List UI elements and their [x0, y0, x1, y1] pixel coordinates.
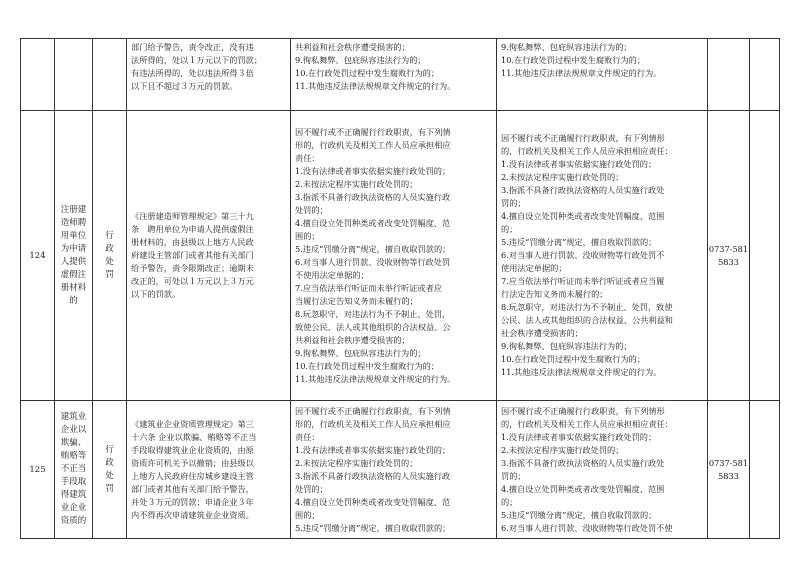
duty-clause-line: 2.未按法定程序实施行政处罚的；	[295, 178, 418, 189]
responsibility-clause-line: 4.擅自设立处罚种类或者改变处罚幅度、范围	[501, 483, 665, 494]
phone-number	[708, 39, 750, 111]
duty-clause-line: 责任：	[295, 152, 320, 163]
legal-basis-line: 有违法所得的，处以违法所得３倍	[131, 68, 254, 78]
responsibility-clause-line: 5.违反“罚缴分离”规定，擅自收取罚款的；	[501, 509, 657, 520]
responsibility-clause-line: 的；	[501, 496, 518, 507]
duty-clause-line: 因不履行或不正确履行行政职责，有下列情	[295, 126, 451, 137]
responsibility-clause-line: 1.没有法律或者事实依据实施行政处罚的；	[501, 159, 657, 169]
legal-basis-line: 条 聘用单位为申请人提供虚假注	[131, 224, 254, 234]
duty-clause-line: 10.在行政处罚过程中发生腐败行为的；	[295, 360, 440, 371]
responsibility-clause-line: 的；	[501, 224, 518, 234]
duty-clause-line: 9.徇私舞弊、包庇纵容违法行为的；	[295, 347, 426, 358]
duty-clause-line: 11.其他违反法律法规规章文件规定的行为。	[295, 373, 456, 384]
duty-clause-line: 5.违反“罚缴分离”规定，擅自收取罚款的；	[295, 522, 451, 533]
legal-basis-line: 以下的罚款。	[131, 289, 181, 299]
responsibility-clause-line: 公民、法人或其他组织的合法权益、公共利益和	[501, 315, 673, 325]
responsibility-clause-line: 2.未按法定程序实施行政处罚的；	[501, 172, 624, 182]
responsibility-clause-line: 罚的；	[501, 470, 526, 481]
responsibility-clause-line: 使用法定单据的；	[501, 263, 567, 273]
row-number	[21, 39, 55, 111]
responsibility-clause-line: 1.没有法律或者事实依据实施行政处罚的；	[501, 431, 657, 442]
responsibility-clause-line: 社会秩序遭受损害的；	[501, 328, 583, 338]
table-row	[21, 39, 780, 111]
duty-clause-line: 9.徇私舞弊、包庇纵容违法行为的；	[295, 55, 426, 65]
row-number: 124	[21, 111, 55, 401]
legal-basis-line: 以下且不超过３万元的罚款。	[131, 81, 238, 91]
legal-basis-line: 内不得再次申请建筑业企业资质。	[131, 509, 254, 520]
duty-clause-line: 处罚的；	[295, 483, 328, 494]
table-row	[21, 401, 780, 539]
power-type	[93, 111, 127, 401]
responsibility-clause-line: 因不履行或不正确履行行政职责，有下列情形	[501, 405, 665, 416]
phone-text: 0737-5815833	[708, 243, 749, 267]
remarks-cell	[750, 111, 780, 401]
duty-clause	[291, 111, 497, 401]
duty-clause-line: 10.在行政处罚过程中发生腐败行为的；	[295, 68, 440, 78]
responsibility-clause-line: 5.违反“罚缴分离”规定，擅自收取罚款的；	[501, 237, 657, 247]
legal-basis-line: 部门或者其他有关部门给予警告，	[131, 483, 254, 494]
responsibility-clause-line: 2.未按法定程序实施行政处罚的；	[501, 444, 624, 455]
responsibility-clause-line: 7.应当依法举行听证而未举行听证或者应当履	[501, 276, 665, 286]
legal-basis-line: 手段取得建筑业企业资质的，由原	[131, 444, 254, 455]
penalty-table	[20, 38, 780, 539]
duty-clause-line: 处罚的；	[295, 204, 328, 215]
table-body	[21, 39, 780, 539]
responsibility-clause-line: 行法定告知义务而未履行的；	[501, 289, 608, 299]
duty-clause	[291, 401, 497, 539]
duty-clause-line: 形的，行政机关及相关工作人员应承担相应	[295, 139, 451, 150]
duty-clause-line: 8.玩忽职守，对违法行为不予制止、处罚，	[295, 308, 451, 319]
legal-basis-line: 十六条 企业以欺骗、贿赂等不正当	[131, 431, 257, 442]
legal-basis-line: 改正的，可处以１万元以上３万元	[131, 276, 254, 286]
responsibility-clause-line: 的，行政机关及相关工作人员应承担相应责任：	[501, 418, 673, 429]
legal-basis	[127, 111, 291, 401]
responsibility-clause-line: 9.徇私舞弊、包庇纵容违法行为的；	[501, 42, 632, 52]
legal-basis-line: 册材料的，由县级以上地方人民政	[131, 237, 254, 247]
responsibility-clause-line: 8.玩忽职守，对违法行为不予制止、处罚，致使	[501, 302, 673, 312]
duty-clause	[291, 39, 497, 111]
item-name: 注册建造师聘用单位为申请人提供虚假注册材料的	[55, 111, 93, 401]
responsibility-clause-line: 9.徇私舞弊、包庇纵容违法行为的；	[501, 341, 632, 351]
responsibility-clause-line: 11.其他违反法律法规规章文件规定的行为。	[501, 68, 662, 78]
power-type-text: 行政处罚	[105, 230, 114, 280]
legal-basis-line: 上地方人民政府住房城乡建设主管	[131, 470, 254, 481]
legal-basis	[127, 39, 291, 111]
legal-basis-line: 《建筑业企业资质管理规定》第三	[131, 418, 254, 429]
legal-basis-line: 《注册建造师管理规定》第三十九	[131, 211, 254, 221]
responsibility-clause-line: 的，行政机关及相关工作人员应承担相应责任：	[501, 146, 673, 156]
duty-clause-line: 4.擅自设立处罚种类或者改变处罚幅度、范	[295, 496, 451, 507]
remarks-cell	[750, 39, 780, 111]
legal-basis-line: 给予警告，责令限期改正；逾期未	[131, 263, 254, 273]
responsibility-clause	[497, 401, 708, 539]
responsibility-clause-line: 10.在行政处罚过程中发生腐败行为的；	[501, 354, 646, 364]
duty-clause-line: 11.其他违反法律法规规章文件规定的行为。	[295, 81, 456, 91]
responsibility-clause-line: 6.对当事人进行罚款、没收财物等行政处罚不使	[501, 522, 673, 533]
duty-clause-line: 不使用法定单据的；	[295, 269, 369, 280]
duty-clause-line: 6.对当事人进行罚款、没收财物等行政处罚	[295, 256, 451, 267]
power-type	[93, 401, 127, 539]
duty-clause-line: 围的；	[295, 509, 320, 520]
duty-clause-line: 围的；	[295, 230, 320, 241]
legal-basis	[127, 401, 291, 539]
responsibility-clause	[497, 111, 708, 401]
item-name	[55, 39, 93, 111]
duty-clause-line: 共利益和社会秩序遭受损害的；	[295, 42, 410, 52]
item-name: 建筑业企业以欺骗、贿赂等不正当手段取得建筑业企业资质的	[55, 401, 93, 539]
duty-clause-line: 3.指派不具备行政执法资格的人员实施行政	[295, 470, 451, 481]
duty-clause-line: 7.应当依法举行听证而未举行听证或者应	[295, 282, 442, 293]
duty-clause-line: 共利益和社会秩序遭受损害的；	[295, 334, 410, 345]
duty-clause-line: 1.没有法律或者事实依据实施行政处罚的；	[295, 165, 451, 176]
responsibility-clause-line: 罚的；	[501, 198, 526, 208]
legal-basis-line: 并处３万元的罚款；申请企业３年	[131, 496, 254, 507]
duty-clause-line: 1.没有法律或者事实依据实施行政处罚的；	[295, 444, 451, 455]
row-number: 125	[21, 401, 55, 539]
responsibility-clause-line: 因不履行或不正确履行行政职责，有下列情形	[501, 133, 665, 143]
phone-text: 0737-5815833	[708, 457, 749, 481]
duty-clause-line: 责任：	[295, 431, 320, 442]
duty-clause-line: 形的，行政机关及相关工作人员应承担相应	[295, 418, 451, 429]
legal-basis-line: 部门给予警告，责令改正，没有违	[131, 42, 254, 52]
duty-clause-line: 2.未按法定程序实施行政处罚的；	[295, 457, 418, 468]
power-type	[93, 39, 127, 111]
duty-clause-line: 3.指派不具备行政执法资格的人员实施行政	[295, 191, 451, 202]
responsibility-clause-line: 11.其他违反法律法规规章文件规定的行为。	[501, 367, 662, 377]
duty-clause-line: 当履行法定告知义务而未履行的；	[295, 295, 418, 306]
phone-number	[708, 401, 750, 539]
phone-number	[708, 111, 750, 401]
table-row	[21, 111, 780, 401]
duty-clause-line: 5.违反“罚缴分离”规定，擅自收取罚款的；	[295, 243, 451, 254]
legal-basis-line: 府建设主管部门或者其他有关部门	[131, 250, 254, 260]
legal-basis-line: 法所得的，处以１万元以下的罚款；	[131, 55, 263, 65]
legal-basis-line: 资质许可机关予以撤销；由县级以	[131, 457, 254, 468]
responsibility-clause-line: 6.对当事人进行罚款、没收财物等行政处罚不	[501, 250, 665, 260]
responsibility-clause-line: 4.擅自设立处罚种类或者改变处罚幅度、范围	[501, 211, 665, 221]
responsibility-clause-line: 3.指派不具备行政执法资格的人员实施行政处	[501, 457, 665, 468]
responsibility-clause-line: 3.指派不具备行政执法资格的人员实施行政处	[501, 185, 665, 195]
duty-clause-line: 致使公民、法人或其他组织的合法权益、公	[295, 321, 451, 332]
power-type-text: 行政处罚	[105, 444, 114, 494]
remarks-cell	[750, 401, 780, 539]
responsibility-clause	[497, 39, 708, 111]
duty-clause-line: 因不履行或不正确履行行政职责，有下列情	[295, 405, 451, 416]
duty-clause-line: 4.擅自设立处罚种类或者改变处罚幅度、范	[295, 217, 451, 228]
responsibility-clause-line: 10.在行政处罚过程中发生腐败行为的；	[501, 55, 646, 65]
